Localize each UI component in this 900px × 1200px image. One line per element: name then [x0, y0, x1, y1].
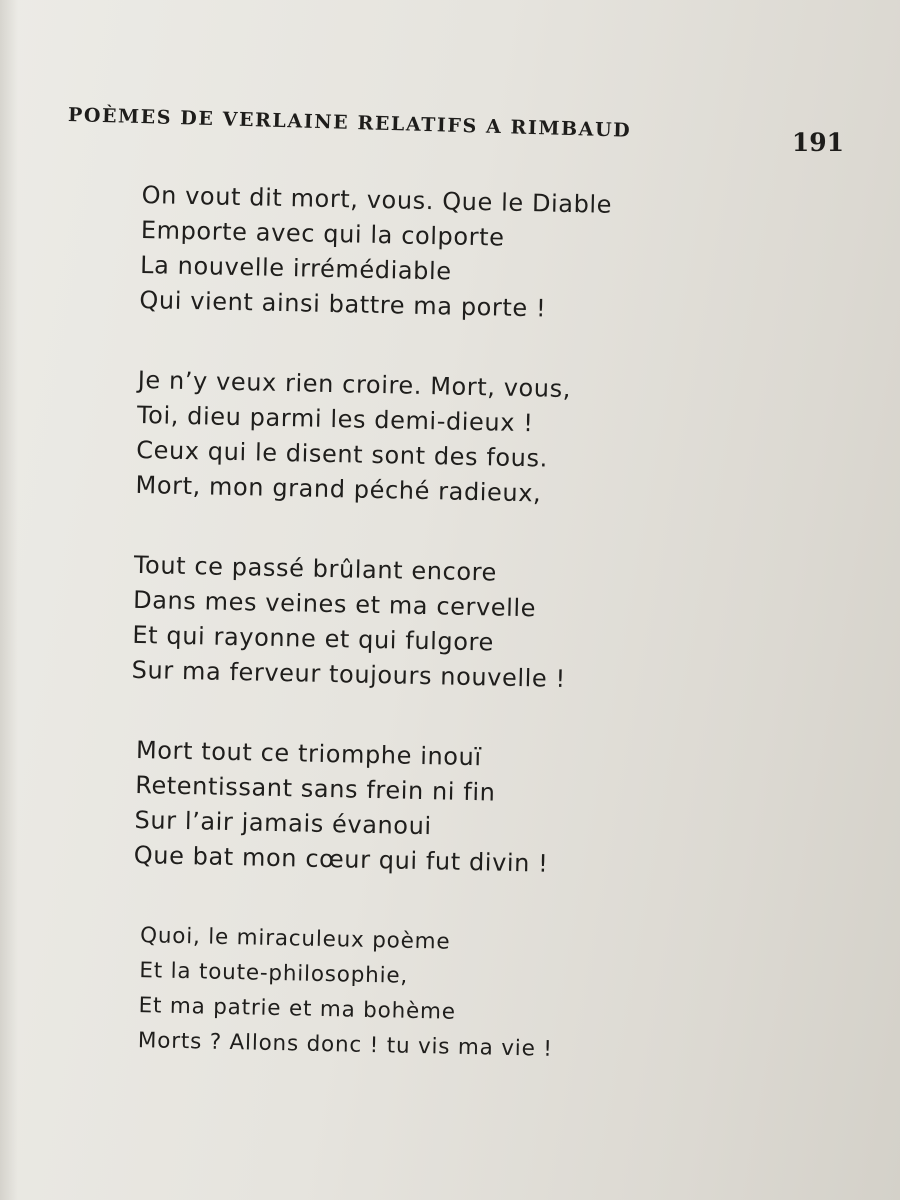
poem-line: Emporte avec qui la colporte: [140, 215, 505, 252]
page-gutter-shadow: [0, 0, 18, 1200]
poem-line: Mort tout ce triomphe inouï: [135, 736, 482, 772]
poem: [123, 178, 822, 1117]
poem-line: Et la toute-philosophie,: [139, 958, 409, 989]
poem-line: Morts ? Allons donc ! tu vis ma vie !: [137, 1028, 553, 1062]
page-number: 191: [791, 128, 844, 157]
poem-line: On vout dit mort, vous. Que le Diable: [141, 180, 613, 219]
poem-line: Sur ma ferveur toujours nouvelle !: [131, 655, 567, 693]
poem-line: Toi, dieu parmi les demi-dieux !: [136, 400, 534, 438]
page-header: [68, 100, 848, 160]
stanza-3: [131, 548, 814, 702]
poem-line: Je n’y veux rien croire. Mort, vous,: [137, 365, 572, 404]
poem-line: Et qui rayonne et qui fulgore: [132, 620, 495, 657]
poem-line: La nouvelle irrémédiable: [139, 250, 452, 286]
poem-line: Retentissant sans frein ni fin: [134, 770, 496, 807]
poem-line: Qui vient ainsi battre ma porte !: [139, 285, 547, 323]
running-title: POÈMES DE VERLAINE RELATIFS A RIMBAUD: [67, 104, 632, 142]
poem-line: Mort, mon grand péché radieux,: [135, 470, 542, 508]
stanza-2: [135, 363, 818, 517]
poem-line: Sur l’air jamais évanoui: [134, 805, 433, 841]
poem-line: Ceux qui le disent sont des fous.: [136, 435, 549, 473]
poem-line: Quoi, le miraculeux poème: [139, 923, 451, 955]
poem-line: Que bat mon cœur qui fut divin !: [133, 840, 549, 878]
poem-line: Et ma patrie et ma bohème: [138, 993, 457, 1025]
poem-line: Dans mes veines et ma cervelle: [132, 585, 537, 623]
poem-line: Tout ce passé brûlant encore: [133, 550, 498, 587]
stanza-5: [138, 918, 807, 1072]
stanza-1: [139, 178, 822, 332]
stanza-4: [133, 733, 810, 887]
